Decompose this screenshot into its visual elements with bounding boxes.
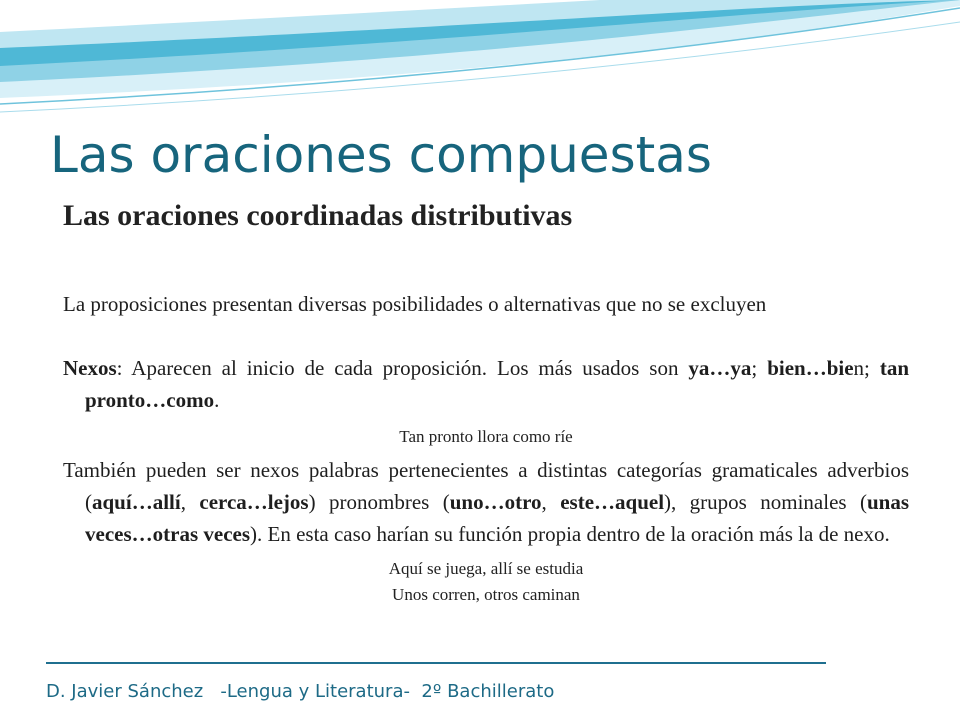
nexo-unas-veces-otras-veces: unas veces…otras veces [85, 490, 910, 546]
tambien-paragraph [63, 454, 909, 550]
nexos-text: : Aparecen al inicio de cada proposición. Los más usados son [116, 356, 689, 380]
example-aqui-alli: Aquí se juega, allí se estudia [388, 559, 584, 578]
nexo-cerca-lejos: cerca…lejos [199, 490, 309, 514]
nexo-bien-bien: bien…bie [767, 356, 854, 380]
slide-subtitle: Las oraciones coordinadas distributivas [63, 199, 573, 232]
nexos-paragraph [63, 352, 909, 416]
nexo-este-aquel: este…aquel [560, 490, 665, 514]
nexo-tan-pronto-como: tan pronto…como [85, 356, 910, 412]
nexo-ya-ya: ya…ya [688, 356, 752, 380]
slide-body [63, 288, 909, 606]
nexos-sep: ; [751, 356, 768, 380]
nexos-label: Nexos [63, 356, 117, 380]
tambien-text-4: , [541, 490, 561, 514]
nexos-sep-2: n; [853, 356, 880, 380]
nexos-end: . [214, 388, 220, 412]
tambien-text-6: ). En esta caso harían su función propia dentro de la oración más la de nexo. [250, 522, 890, 546]
footer-divider [46, 662, 826, 664]
tambien-text-2: , [180, 490, 200, 514]
example-unos-otros: Unos corren, otros caminan [392, 585, 580, 604]
nexo-uno-otro: uno…otro [449, 490, 542, 514]
tambien-text-1: También pueden ser nexos palabras pertenecientes a distintas categorías gramaticales adverbios ( [63, 458, 909, 514]
tambien-text-3: ) pronombres ( [308, 490, 450, 514]
slide-title: Las oraciones compuestas [50, 126, 712, 184]
nexo-aqui-alli: aquí…allí [92, 490, 181, 514]
definition-paragraph: La proposiciones presentan diversas posibilidades o alternativas que no se excluyen [63, 292, 767, 316]
header-wave-decoration [0, 0, 960, 120]
footer-text: D. Javier Sánchez -Lengua y Literatura- 2º Bachillerato [46, 681, 555, 702]
example-tan-pronto: Tan pronto llora como ríe [399, 427, 573, 446]
tambien-text-5: ), grupos nominales ( [664, 490, 867, 514]
